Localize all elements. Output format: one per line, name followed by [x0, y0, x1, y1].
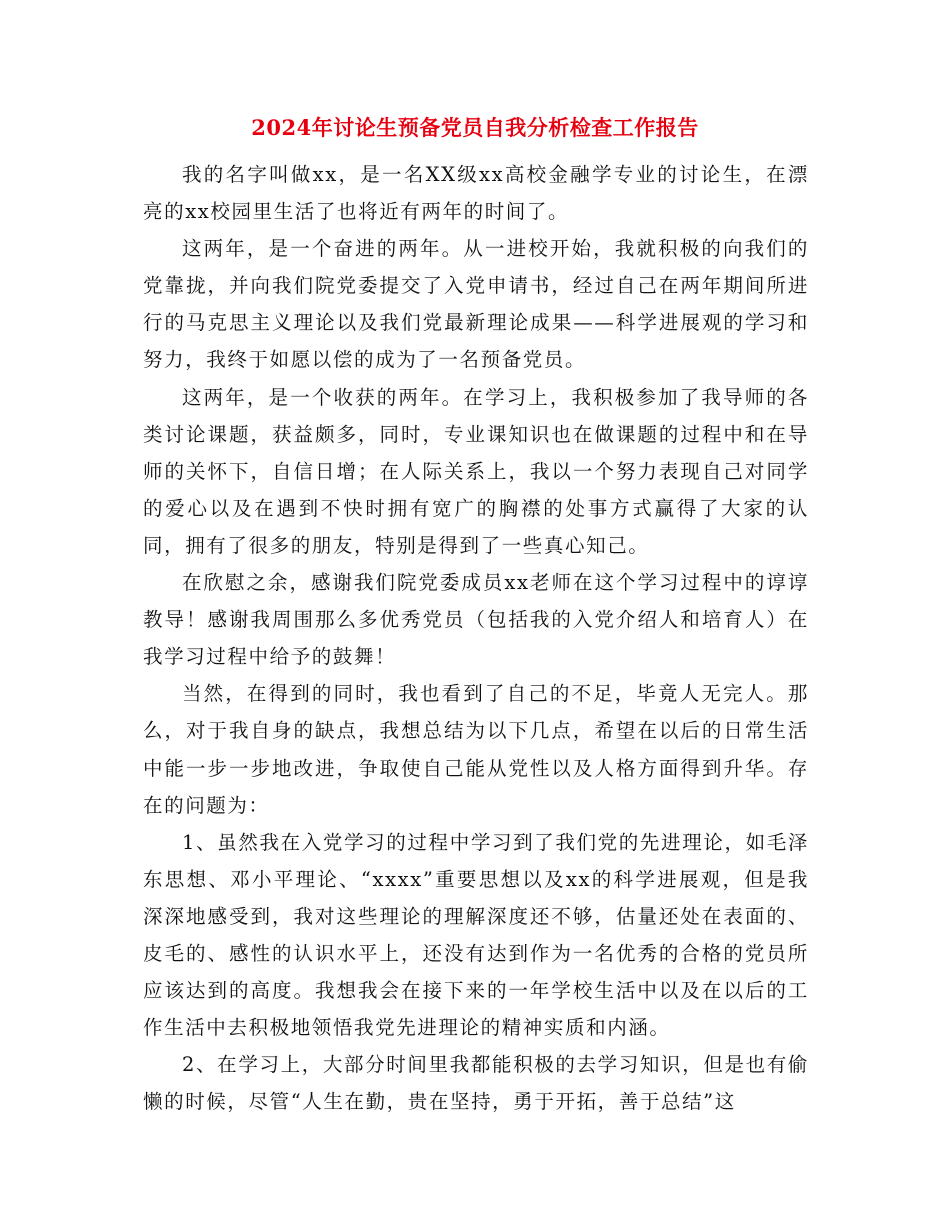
paragraph-shortcomings: 当然，在得到的同时，我也看到了自己的不足，毕竟人无完人。那么，对于我自身的缺点，我想总结为以下几点，希望在以后的日常生活中能一步一步地改进，争取使自己能从党性以及人格方面得到升华。存在的问题为：: [143, 682, 809, 817]
paragraph-issue-1: 1、虽然我在入党学习的过程中学习到了我们党的先进理论，如毛泽东思想、邓小平理论、“xxxx”重要思想以及xx的科学进展观，但是我深深地感受到，我对这些理论的理解深度还不够，估量还处在表面的、皮毛的、感性的认识水平上，还没有达到作为一名优秀的合格的党员所应该达到的高度。我想我会在接下来的一年学校生活中以及在以后的工作生活中去积极地领悟我党先进理论的精神实质和内涵。: [143, 830, 809, 1040]
document-title: 2024年讨论生预备党员自我分析检查工作报告: [251, 115, 699, 140]
paragraph-issue-2: 2、在学习上，大部分时间里我都能积极的去学习知识，但是也有偷懒的时候，尽管“人生在勤，贵在坚持，勇于开拓，善于总结”这: [143, 1053, 809, 1114]
paragraph-intro: 我的名字叫做xx，是一名XX级xx高校金融学专业的讨论生，在漂亮的xx校园里生活了也将近有两年的时间了。: [143, 163, 809, 224]
paragraph-harvest: 这两年，是一个收获的两年。在学习上，我积极参加了我导师的各类讨论课题，获益颇多，同时，专业课知识也在做课题的过程中和在导师的关怀下，自信日增；在人际关系上，我以一个努力表现自己对同学的爱心以及在遇到不快时拥有宽广的胸襟的处事方式赢得了大家的认同，拥有了很多的朋友，特别是得到了一些真心知己。: [143, 385, 809, 557]
paragraph-thanks: 在欣慰之余，感谢我们院党委成员xx老师在这个学习过程中的谆谆教导！感谢我周围那么多优秀党员（包括我的入党介绍人和培育人）在我学习过程中给予的鼓舞！: [143, 571, 809, 669]
paragraph-progress: 这两年，是一个奋进的两年。从一进校开始，我就积极的向我们的党靠拢，并向我们院党委提交了入党申请书，经过自己在两年期间所进行的马克思主义理论以及我们党最新理论成果——科学进展观的学习和努力，我终于如愿以偿的成为了一名预备党员。: [143, 237, 809, 372]
document-body: [143, 156, 809, 1120]
